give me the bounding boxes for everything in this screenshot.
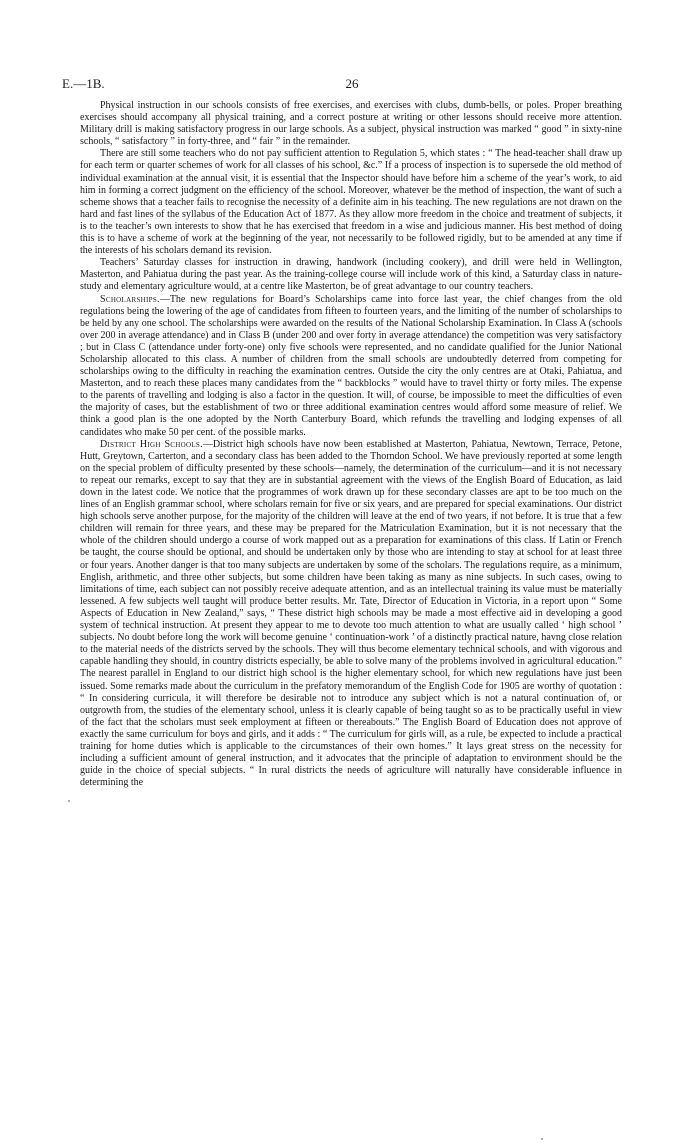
paragraph-text: Teachers’ Saturday classes for instruction in drawing, handwork (including cookery), and drill were held in Wellington, Masterton, and Pahiatua during the past year. As the training-college course will include work of this kind, a Saturday class in nature-study and elementary agriculture would, at a centre like Masterton, be of great advantage to our country teachers.: [80, 257, 622, 293]
body-text: [80, 100, 622, 789]
section-heading: District High Schools.: [100, 438, 203, 450]
report-reference: E.—1B.: [62, 76, 105, 91]
page-header: [62, 76, 642, 94]
paragraph-physical-instruction: [80, 100, 622, 148]
paragraph-saturday-classes: [80, 257, 622, 293]
paragraph-schemes-of-work: [80, 148, 622, 257]
paragraph-text: There are still some teachers who do not pay sufficient attention to Regulation 5, which states : “ The head-teacher shall draw up for each term or quarter schemes of work for all classes of his school, &c.” If a process of inspection is to supersede the old method of individual examination at the annual visit, it is essential that the Inspector should have before him a scheme of the year’s work, to aid him in forming a correct judgment on the efficiency of the school. Moreover, whatever be the method of inspection, the want of such a scheme shows that a teacher fails to recognise the necessity of a definite aim in his teaching. The new regulations are not drawn on the hard and fast lines of the syllabus of the Education Act of 1877. As they allow more freedom in the choice and treatment of subjects, it is to the teacher’s own interests to show that he has exercised that freedom in a wise and judicious manner. His best method of doing this is to have a scheme of work at the beginning of the year, not necessarily to be followed rigidly, but to be amended at any time if the interests of his scholars demand its revision.: [80, 148, 622, 257]
paragraph-district-high-schools: [80, 439, 622, 790]
page-number: 26: [345, 76, 359, 91]
paragraph-scholarships: [80, 294, 622, 439]
paragraph-text: Physical instruction in our schools consists of free exercises, and exercises with clubs, dumb-bells, or poles. Proper breathing exercises should accompany all physical training, and a correct posture at writing or other lessons should receive more attention. Military drill is making satisfactory progress in our large schools. As a subject, physical instruction was marked “ good ” in sixty-nine schools, “ satisfactory ” in forty-three, and “ fair ” in the remainder.: [80, 100, 622, 148]
scan-speck: [541, 1138, 543, 1140]
section-heading: Scholarships.: [100, 293, 160, 305]
scan-speck: [68, 800, 70, 802]
paragraph-text: —The new regulations for Board’s Scholarships came into force last year, the chief changes from the old regulations being the lowering of the age of candidates from fifteen to fourteen years, and the limiting of the number of scholarships to be held by any one school. The scholarships were awarded on the results of the National Scholarship Examination. In Class A (schools over 200 in average attendance) and in Class B (under 200 and over forty in average attendance) the competition was very satisfactory ; but in Class C (attendance under forty-one) only five schools were represented, and no candidate qualified for the Junior National Scholarship allocated to this class. A number of children from the small schools are undoubtedly deterred from competing for scholarships owing to the difficulty in reaching the examination centres. Outside the city the only centres are at Otaki, Pahiatua, and Masterton, and to reach these places many candidates from the “ backblocks ” would have to travel thirty or forty miles. The expense to the parents of travelling and lodging is also a factor in the question. It will, of course, be impossible to meet the difficulties of even the majority of cases, but the establishment of two or three additional examination centres would afford some measure of relief. We think a good plan is the one adopted by the North Canterbury Board, which refunds the travelling and lodging expenses of all candidates who make 50 per cent. of the possible marks.: [80, 293, 622, 438]
paragraph-text: —District high schools have now been established at Masterton, Pahiatua, Newtown, Terrace, Petone, Hutt, Greytown, Carterton, and a secondary class has been added to the Thorndon School. We have previously reported at some length on the special problem of difficulty presented by these schools—namely, the determination of the curriculum—and it is not necessary to repeat our remarks, except to say that they are in substantial agreement with the views of the English Board of Education, as laid down in the latest code. We notice that the programmes of work drawn up for these secondary classes are apt to be too much on the lines of an English grammar school, where scholars remain for five or six years, and are prepared for special examinations. Our district high schools serve another purpose, for the majority of the children will leave at the end of two years, if not before. It is true that a few children will remain for three years, and these may be prepared for the Matriculation Examination, but it is not necessary that the whole of the children should undergo a course of work mapped out as a preparation for examinations of this class. If Latin or French be taught, the course should be optional, and should be undertaken only by those who are intending to stay at school for at least three or four years. Another danger is that too many subjects are undertaken by some of the scholars. The regulations require, as a minimum, English, arithmetic, and three other subjects, but some children have been taking as many as nine subjects. In such cases, owing to limitations of time, each subject can not possibly receive adequate attention, and as an intellectual training its value must be materially lessened. A few subjects well taught will produce better results. Mr. Tate, Director of Education in Victoria, in a report upon “ Some Aspects of Education in New Zealand,” says, “ These district high schools may be made a most effective aid in developing a good system of technical instruction. At present they appear to me to devote too much attention to what are usually called ‘ high school ’ subjects. No doubt before long the work will become genuine ‘ continuation-work ’ of a distinctly practical nature, havng close relation to the material needs of the districts served by the schools. They will thus become elementary technical schools, and with vigorous and capable handling they should, in country districts especially, be able to solve many of the problems involved in agricultural education.” The nearest parallel in England to our district high school is the higher elementary school, for which new regulations have just been issued. Some remarks made about the curriculum in the prefatory memorandum of the English Code for 1905 are worthy of quotation : “ In considering curricula, it will therefore be desirable not to introduce any subject which is not a natural continuation of, or outgrowth from, the studies of the elementary school, unless it is clearly capable of being taught so as to be practically useful in view of the fact that the scholars must seek employment at fifteen or thereabouts.” The English Board of Education does not approve of exactly the same curriculum for boys and girls, and it adds : “ The curriculum for girls will, as a rule, be expected to include a practical training for home duties which is applicable to the circumstances of their own homes.” It lays great stress on the necessity for including a sufficient amount of general instruction, and it advocates that the principle of adaptation to environment should be the guide in the choice of special subjects. “ In rural districts the needs of agriculture will naturally have considerable influence in determining the: [80, 438, 622, 789]
